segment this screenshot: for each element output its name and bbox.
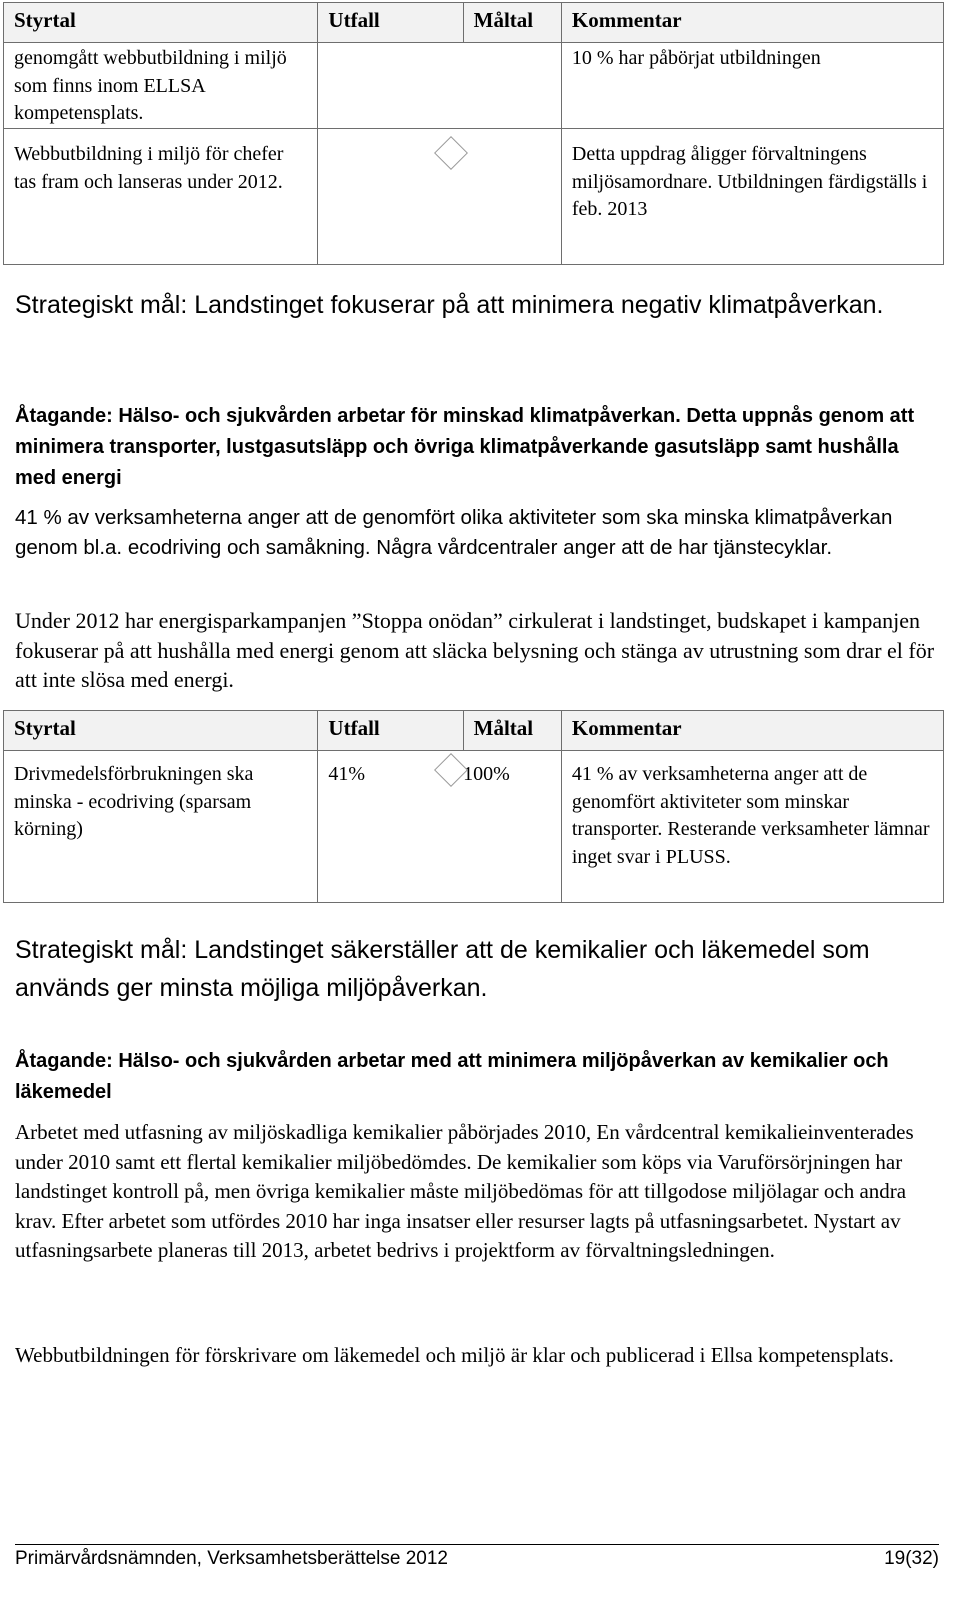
cell-kommentar: 10 % har påbörjat utbildningen bbox=[561, 43, 943, 129]
cell-styrtal: Drivmedelsförbrukningen ska minska - ecodriving (sparsam körning) bbox=[4, 751, 318, 903]
column-header-utfall: Utfall bbox=[318, 711, 463, 751]
cell-styrtal: Webbutbildning i miljö för chefer tas fram och lanseras under 2012. bbox=[4, 129, 318, 265]
table-row bbox=[4, 43, 944, 129]
body-paragraph: Webbutbildningen för förskrivare om läkemedel och miljö är klar och publicerad i Ellsa kompetensplats. bbox=[15, 1343, 894, 1367]
footer-divider bbox=[15, 1544, 939, 1545]
cell-utfall bbox=[318, 43, 463, 129]
table-row bbox=[4, 129, 944, 265]
cell-kommentar: Detta uppdrag åligger förvaltningens miljösamordnare. Utbildningen färdigställs i feb. 2013 bbox=[561, 129, 943, 265]
column-header-maltal: Måltal bbox=[463, 3, 561, 43]
body-paragraph: Under 2012 har energisparkampanjen ”Stoppa onödan” cirkulerat i landstinget, budskapet i kampanjen fokuserar på att hushålla med energi genom att släcka belysning och stänga av utrustning som drar el för att inte slösa med energi. bbox=[15, 608, 935, 692]
footer-page-number: 19(32) bbox=[884, 1548, 939, 1569]
cell-styrtal: genomgått webbutbildning i miljö som finns inom ELLSA kompetensplats. bbox=[4, 43, 318, 129]
footer-document-title: Primärvårdsnämnden, Verksamhetsberättelse 2012 bbox=[15, 1548, 449, 1569]
body-paragraph: 41 % av verksamheterna anger att de genomfört olika aktiviteter som ska minska klimatpåverkan genom bl.a. ecodriving och samåkning. Några vårdcentraler anger att de har tjänstecyklar. bbox=[15, 506, 893, 559]
cell-utfall: 41% bbox=[318, 751, 463, 903]
column-header-styrtal: Styrtal bbox=[4, 711, 318, 751]
column-header-kommentar: Kommentar bbox=[561, 711, 943, 751]
cell-maltal: 100% bbox=[463, 751, 561, 903]
column-header-utfall: Utfall bbox=[318, 3, 463, 43]
strategic-goal-heading: Strategiskt mål: Landstinget säkerställer att de kemikalier och läkemedel som används ger minsta möjliga miljöpåverkan. bbox=[15, 936, 870, 1002]
column-header-styrtal: Styrtal bbox=[4, 3, 318, 43]
column-header-maltal: Måltal bbox=[463, 711, 561, 751]
diamond-icon bbox=[434, 136, 468, 170]
table-row bbox=[4, 751, 944, 903]
indicator-table-1 bbox=[3, 2, 944, 265]
diamond-icon bbox=[434, 753, 468, 787]
commitment-heading: Åtagande: Hälso- och sjukvården arbetar med att minimera miljöpåverkan av kemikalier och läkemedel bbox=[15, 1050, 889, 1103]
cell-kommentar: 41 % av verksamheterna anger att de genomfört aktiviteter som minskar transporter. Resterande verksamheter lämnar inget svar i PLUSS. bbox=[561, 751, 943, 903]
indicator-table-2 bbox=[3, 710, 944, 903]
table-header-row bbox=[4, 3, 944, 43]
commitment-heading: Åtagande: Hälso- och sjukvården arbetar för minskad klimatpåverkan. Detta uppnås genom att minimera transporter, lustgasutsläpp och övriga klimatpåverkande gasutsläpp samt hushålla med energi bbox=[15, 405, 915, 489]
strategic-goal-heading: Strategiskt mål: Landstinget fokuserar på att minimera negativ klimatpåverkan. bbox=[15, 291, 884, 319]
table-header-row bbox=[4, 711, 944, 751]
status-indicator bbox=[439, 758, 463, 787]
body-paragraph: Arbetet med utfasning av miljöskadliga kemikalier påbörjades 2010, En vårdcentral kemikalieinventerades under 2010 samt ett flertal kemikalier miljöbedömdes. De kemikalier som köps via Varuförsörjningen har landstinget kontroll på, men övriga kemikalier måste miljöbedömas för att tillgodose miljölagar och andra krav. Efter arbetet som utfördes 2010 har inga insatser eller resurser lagts på utfasningsarbetet. Nystart av utfasningsarbete planeras till 2013, arbetet bedrivs i projektform av förvaltningsledningen. bbox=[15, 1120, 914, 1262]
status-indicator bbox=[439, 141, 463, 170]
cell-maltal bbox=[463, 129, 561, 265]
column-header-kommentar: Kommentar bbox=[561, 3, 943, 43]
cell-maltal bbox=[463, 43, 561, 129]
